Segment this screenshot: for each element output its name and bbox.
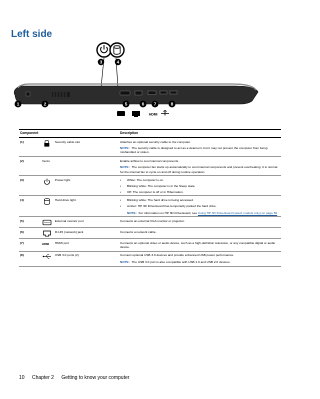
monitor-icon bbox=[117, 111, 125, 116]
row-component bbox=[41, 239, 119, 251]
section-title: Left side bbox=[11, 29, 53, 40]
note-label: NOTE: bbox=[120, 146, 130, 151]
description-text: Connects an external VGA monitor or projector. bbox=[120, 218, 185, 223]
table-row bbox=[19, 157, 281, 176]
row-number: (8) bbox=[19, 251, 41, 266]
row-number: (5) bbox=[19, 217, 41, 228]
page-number: 10 bbox=[19, 375, 25, 381]
lock-icon bbox=[42, 140, 52, 147]
table-row bbox=[19, 138, 281, 157]
table-row bbox=[19, 217, 281, 228]
component-label: RJ-45 (network) jack bbox=[54, 229, 84, 234]
page-footer bbox=[19, 375, 135, 381]
lock-icon bbox=[26, 92, 30, 96]
bullet-item: • Off: The computer is off or in Hibernation. bbox=[120, 189, 184, 194]
callout-2 bbox=[42, 101, 49, 108]
row-description bbox=[119, 138, 281, 157]
table-header-row bbox=[19, 130, 281, 138]
row-component bbox=[41, 217, 119, 228]
monitor-icon bbox=[120, 91, 130, 95]
table-row bbox=[19, 228, 281, 239]
note bbox=[120, 260, 280, 264]
row-number: (2) bbox=[19, 157, 41, 176]
row-component bbox=[41, 228, 119, 239]
bullet-item: • White: The computer is on. bbox=[120, 177, 164, 182]
note bbox=[120, 165, 280, 173]
row-description bbox=[119, 157, 281, 176]
component-label: USB 3.0 ports (2) bbox=[54, 253, 79, 258]
callout-4 bbox=[115, 59, 121, 65]
usb-icon bbox=[170, 91, 177, 94]
callout-5-label: 5 bbox=[124, 101, 128, 107]
row-number: (6) bbox=[19, 228, 41, 239]
callout-8 bbox=[169, 101, 176, 108]
network-jack-icon bbox=[135, 91, 142, 95]
callout-5 bbox=[123, 101, 130, 108]
row-number: (7) bbox=[19, 239, 41, 251]
laptop-left-side-figure bbox=[0, 0, 300, 140]
note-text: The security cable is designed to act as a deterrent, but it may not prevent the computer from being mishandled or stolen. bbox=[120, 146, 268, 155]
row-description bbox=[119, 196, 281, 217]
usb-icon bbox=[160, 91, 167, 94]
note-label: NOTE: bbox=[120, 165, 130, 170]
component-label: Power light bbox=[54, 177, 71, 182]
callout-4-label: 4 bbox=[116, 59, 120, 65]
row-component bbox=[41, 138, 119, 157]
row-component bbox=[41, 196, 119, 217]
description-text: Connects a network cable. bbox=[120, 229, 157, 234]
callout-8-label: 8 bbox=[170, 101, 174, 107]
note-label: NOTE: bbox=[120, 259, 130, 264]
network-jack-icon bbox=[132, 111, 140, 117]
description-text: Connects an optional video or audio device, such as a high-definition television, or any compatible digital or audio device. bbox=[120, 240, 276, 250]
note-text: The USB 3.0 port is also compatible with USB 1.0 and USB 2.0 devices. bbox=[131, 259, 231, 264]
usb-icon bbox=[161, 111, 169, 116]
component-label: Hard drive light bbox=[54, 197, 76, 202]
description-text: Attaches an optional security cable to the computer. bbox=[120, 139, 191, 144]
row-component bbox=[41, 251, 119, 266]
row-description bbox=[119, 217, 281, 228]
row-description bbox=[119, 239, 281, 251]
callout-6-label: 6 bbox=[141, 101, 145, 107]
chapter-title: Getting to know your computer bbox=[61, 375, 130, 381]
callout-3 bbox=[98, 59, 104, 65]
note bbox=[120, 211, 280, 215]
hdmi-icon bbox=[148, 91, 156, 95]
callout-7 bbox=[152, 101, 159, 108]
monitor-icon bbox=[42, 219, 52, 226]
row-description bbox=[119, 176, 281, 196]
callout-3-label: 3 bbox=[99, 59, 103, 65]
row-description bbox=[119, 228, 281, 239]
row-number: (1) bbox=[19, 138, 41, 157]
bullet-item: • Amber: HP 3D DriveGuard has temporarily parked the hard drive. bbox=[120, 203, 217, 208]
power-icon bbox=[97, 43, 111, 57]
row-number: (4) bbox=[19, 196, 41, 217]
note-text: For information on HP 3D DriveGuard, see bbox=[138, 210, 198, 215]
callout-7-label: 7 bbox=[153, 101, 157, 107]
vents-icon bbox=[52, 92, 70, 97]
network-jack-icon bbox=[42, 230, 52, 237]
note-text: The computer fan starts up automatically to cool internal components and prevent overheating. It is normal for the internal fan to cycle on and off during routine operation. bbox=[120, 165, 278, 174]
description-text: Connect optional USB 3.0 devices and provide enhanced USB power performance. bbox=[120, 253, 235, 258]
power-icon bbox=[42, 178, 52, 185]
port-icon-strip bbox=[117, 111, 169, 118]
table-row bbox=[19, 176, 281, 196]
component-label: External monitor port bbox=[54, 218, 84, 223]
header-description: Description bbox=[119, 130, 281, 138]
row-description bbox=[119, 251, 281, 266]
hard-drive-icon bbox=[110, 43, 124, 57]
driveguard-link[interactable]: Using HP 3D DriveGuard (select models only) on page 59 bbox=[197, 210, 278, 215]
bullet-item: • Blinking white: The hard drive is being accessed. bbox=[120, 197, 194, 202]
note bbox=[120, 146, 280, 154]
description-text: Enable airflow to cool internal components. bbox=[120, 158, 180, 163]
table-row bbox=[19, 239, 281, 251]
component-label: Security cable slot bbox=[54, 139, 80, 144]
row-component bbox=[41, 157, 119, 176]
row-component bbox=[41, 176, 119, 196]
hard-drive-icon bbox=[42, 198, 52, 205]
component-label: HDMI port bbox=[54, 240, 69, 245]
table-row bbox=[19, 196, 281, 217]
bullet-item: • Blinking white: The computer is in the Sleep state. bbox=[120, 183, 196, 188]
row-number: (3) bbox=[19, 176, 41, 196]
component-table bbox=[19, 129, 281, 267]
component-label: Vents bbox=[42, 158, 50, 163]
callout-6 bbox=[140, 101, 147, 108]
callout-2-label: 2 bbox=[43, 101, 47, 107]
note-label: NOTE: bbox=[127, 210, 137, 215]
callout-1-label: 1 bbox=[16, 101, 20, 107]
usb-icon bbox=[42, 253, 52, 260]
chapter-label: Chapter 2 bbox=[31, 375, 54, 381]
hdmi-icon: HDMI bbox=[42, 241, 50, 246]
callout-1 bbox=[15, 101, 22, 108]
table-row bbox=[19, 251, 281, 266]
hdmi-icon: HDMI bbox=[149, 112, 158, 117]
header-component: Component bbox=[19, 130, 119, 138]
